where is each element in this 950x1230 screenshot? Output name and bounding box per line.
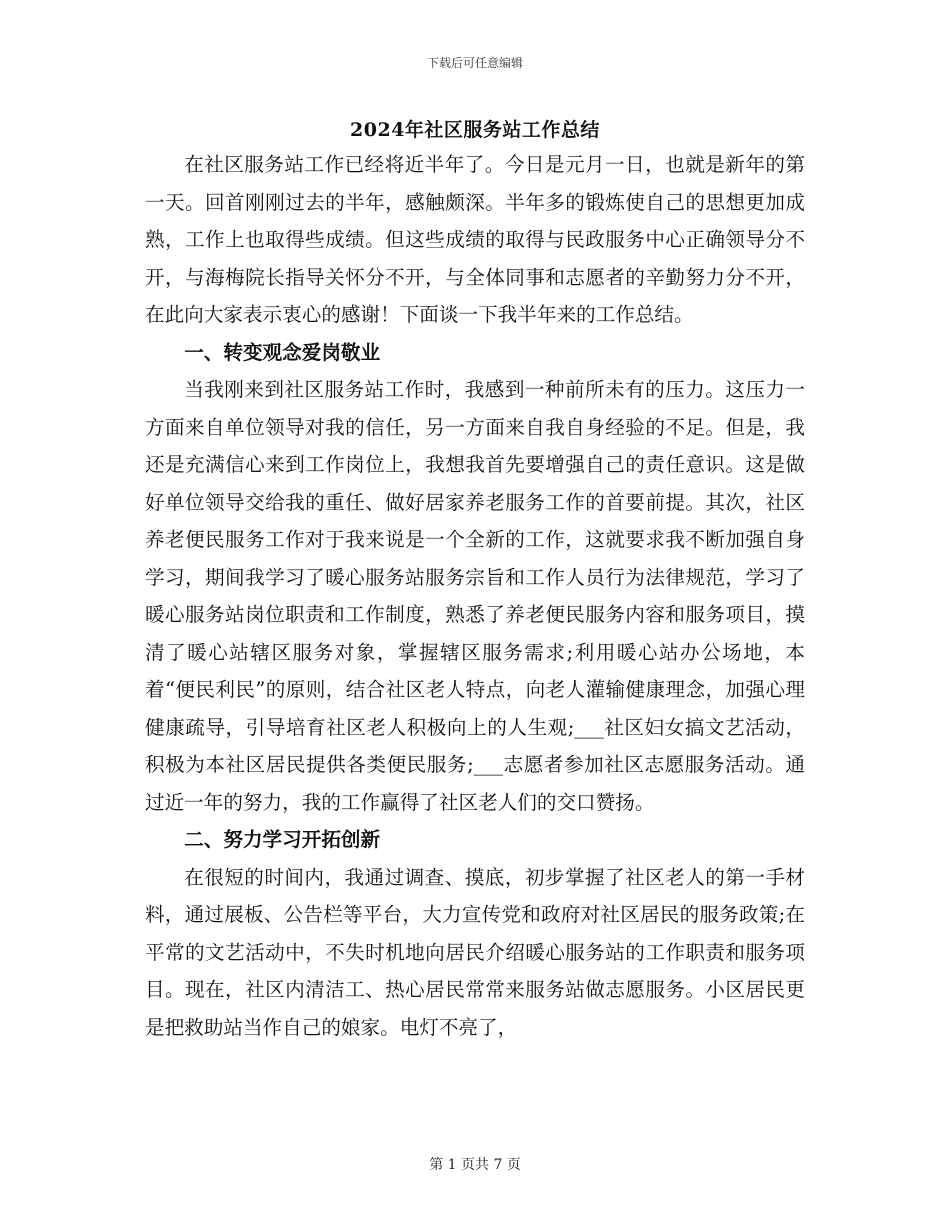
header-note: 下载后可任意编辑 xyxy=(426,56,523,70)
page-number: 第 1 页共 7 页 xyxy=(429,1157,521,1173)
section-paragraph-1: 当我刚来到社区服务站工作时，我感到一种前所未有的压力。这压力一方面来自单位领导对我的信任，另一方面来自我自身经验的不足。但是，我还是充满信心来到工作岗位上，我想我首先要增强自己的责任意识。这是做好单位领导交给我的重任、做好居家养老服务工作的首要前提。其次，社区养老便民服务工作对于我来说是一个全新的工作，这就要求我不断加强自身学习，期间我学习了暖心服务站服务宗旨和工作人员行为法律规范，学习了暖心服务站岗位职责和工作制度，熟悉了养老便民服务内容和服务项目，摸清了暖心站辖区服务对象，掌握辖区服务需求;利用暖心站办公场地，本着“便民利民”的原则，结合社区老人特点，向老人灌输健康理念，加强心理健康疏导，引导培育社区老人积极向上的人生观;___社区妇女搞文艺活动，积极为本社区居民提供各类便民服务;___志愿者参加社区志愿服务活动。通过近一年的努力，我的工作赢得了社区老人们的交口赞扬。 xyxy=(145,378,805,814)
document-title: 2024年社区服务站工作总结 xyxy=(350,119,600,141)
section-paragraph-2: 在很短的时间内，我通过调查、摸底，初步掌握了社区老人的第一手材料，通过展板、公告栏等平台，大力宣传党和政府对社区居民的服务政策;在平常的文艺活动中，不失时机地向居民介绍暖心服务站的工作职责和服务项目。现在，社区内清洁工、热心居民常常来服务站做志愿服务。小区居民更是把救助站当作自己的娘家。电灯不亮了， xyxy=(145,865,805,1039)
document-body xyxy=(145,146,805,1046)
section-heading-1: 一、转变观念爱岗敬业 xyxy=(184,340,381,364)
intro-paragraph: 在社区服务站工作已经将近半年了。今日是元月一日，也就是新年的第一天。回首刚刚过去的半年，感触颇深。半年多的锻炼使自己的思想更加成熟，工作上也取得些成绩。但这些成绩的取得与民政服务中心正确领导分不开，与海梅院长指导关怀分不开，与全体同事和志愿者的辛勤努力分不开，在此向大家表示衷心的感谢！下面谈一下我半年来的工作总结。 xyxy=(145,153,805,326)
section-heading-2: 二、努力学习开拓创新 xyxy=(184,828,381,851)
